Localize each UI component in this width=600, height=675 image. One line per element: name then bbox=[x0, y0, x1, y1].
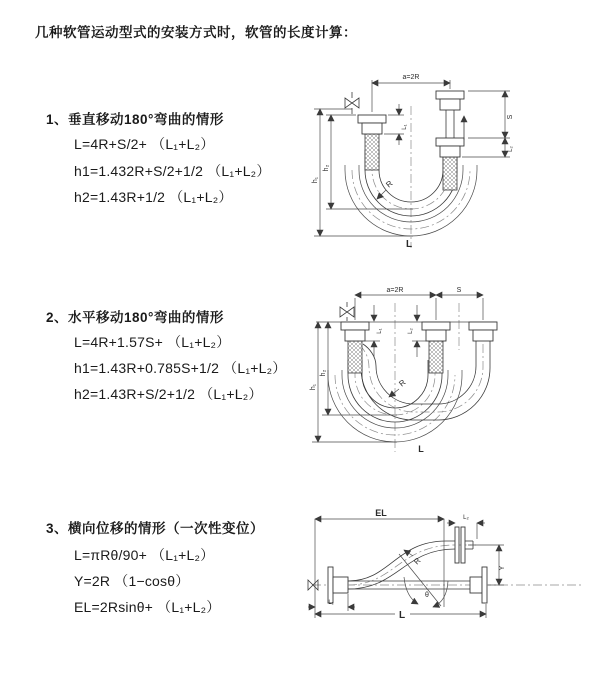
dimension-L2 bbox=[447, 515, 485, 539]
braided-sections bbox=[348, 341, 443, 373]
section-2-heading: 2、水平移动180°弯曲的情形 bbox=[46, 310, 224, 325]
section-1-formula-h1: h1=1.432R+S/2+1/2 （L₁+L₂） bbox=[74, 163, 271, 179]
section-2-formula-L: L=4R+1.57S+ （L₁+L₂） bbox=[74, 334, 231, 350]
dim-label-h2: h₂ bbox=[323, 164, 330, 172]
dim-label-L1: L₁ bbox=[377, 328, 383, 334]
dim-label-h1: h₁ bbox=[310, 383, 317, 391]
dim-label-L: L bbox=[398, 610, 406, 621]
length-label-L: L bbox=[418, 444, 424, 454]
dim-label-a2R: a=2R bbox=[402, 74, 420, 81]
dimension-L1 bbox=[384, 104, 408, 145]
middle-fitting bbox=[422, 322, 450, 341]
dim-label-a2R: a=2R bbox=[386, 287, 404, 294]
dim-label-L1: L₁ bbox=[328, 600, 334, 606]
valve-icon bbox=[340, 302, 354, 321]
radius-callout bbox=[389, 378, 408, 397]
theta-label: θ bbox=[425, 592, 429, 599]
radius-label: R bbox=[384, 178, 395, 190]
section-2-formula-h1: h1=1.43R+0.785S+1/2 （L₁+L₂） bbox=[74, 360, 287, 376]
dim-label-L2: L₂ bbox=[463, 515, 469, 521]
diagram-horizontal-180-bend bbox=[310, 282, 590, 460]
section-3-formula-Y: Y=2R （1−cosθ） bbox=[74, 573, 190, 589]
dim-label-S: S bbox=[456, 287, 462, 294]
left-fitting bbox=[328, 567, 348, 603]
left-fitting bbox=[341, 322, 369, 341]
dim-label-L2: L₂ bbox=[508, 146, 514, 152]
section-1-heading: 1、垂直移动180°弯曲的情形 bbox=[46, 112, 224, 127]
valve-icon bbox=[345, 92, 359, 114]
dimension-L2 bbox=[408, 305, 426, 357]
left-fitting bbox=[358, 115, 386, 134]
section-1-formula-L: L=4R+S/2+ （L₁+L₂） bbox=[74, 136, 215, 152]
hose-s-curve-displaced bbox=[348, 527, 476, 589]
dim-label-Y: Y bbox=[499, 565, 506, 571]
dim-label-L2: L₂ bbox=[408, 328, 414, 334]
angle-theta-callout bbox=[404, 577, 448, 607]
dim-label-h2: h₂ bbox=[320, 369, 327, 377]
diagram-vertical-180-bend bbox=[312, 70, 590, 255]
section-3-heading: 3、横向位移的情形（一次性变位） bbox=[46, 521, 265, 536]
dim-label-S: S bbox=[507, 114, 514, 120]
section-1-formula-h2: h2=1.43R+1/2 （L₁+L₂） bbox=[74, 189, 233, 205]
radius-construction bbox=[399, 550, 441, 606]
radius-label: R bbox=[397, 377, 408, 389]
right-fitting-two-positions bbox=[436, 91, 464, 157]
hose-u-bend-position2 bbox=[350, 341, 490, 420]
dimension-L1 bbox=[365, 305, 383, 357]
dim-label-h1: h₁ bbox=[312, 176, 319, 184]
dim-label-L1: L₁ bbox=[402, 124, 408, 130]
length-label-L: L bbox=[405, 239, 413, 250]
dimension-L bbox=[315, 604, 486, 621]
dimension-EL bbox=[315, 508, 444, 618]
diagram-lateral-displacement bbox=[305, 492, 600, 648]
page-title: 几种软管运动型式的安装方式时，软管的长度计算： bbox=[35, 25, 357, 40]
radius-label: R bbox=[412, 556, 423, 567]
right-fitting-moved bbox=[469, 322, 497, 341]
section-2-formula-h2: h2=1.43R+S/2+1/2 （L₁+L₂） bbox=[74, 386, 263, 402]
section-3-formula-EL: EL=2Rsinθ+ （L₁+L₂） bbox=[74, 599, 221, 615]
dim-label-EL: EL bbox=[375, 508, 387, 518]
section-3-formula-L: L=πRθ/90+ （L₁+L₂） bbox=[74, 547, 215, 563]
dimension-S-L2 bbox=[462, 91, 514, 157]
